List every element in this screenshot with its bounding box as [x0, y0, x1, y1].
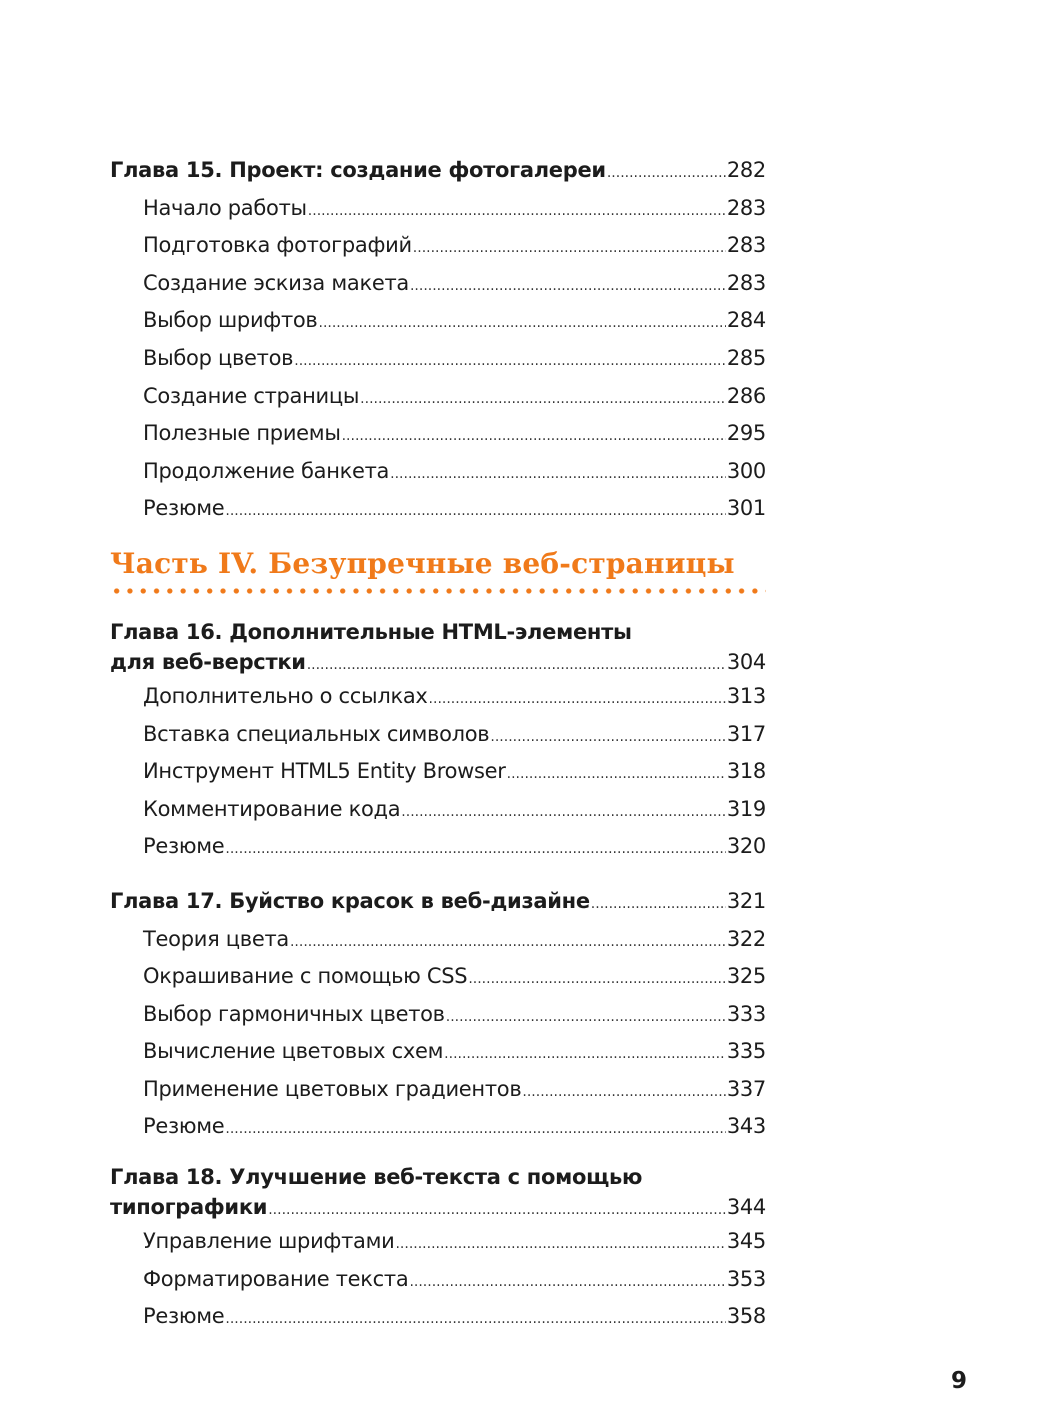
dot-leader: [225, 490, 725, 531]
item-title: Подготовка фотографий: [143, 233, 412, 258]
dot-leader: [225, 828, 725, 869]
item-title: Резюме: [143, 496, 225, 521]
toc-item[interactable]: [110, 716, 766, 754]
toc-item[interactable]: [110, 227, 766, 265]
toc-item[interactable]: [110, 1071, 766, 1109]
toc-item[interactable]: [110, 340, 766, 378]
dot-leader: [522, 1071, 725, 1112]
page-ref: 284: [726, 308, 766, 333]
page-ref: 353: [726, 1266, 766, 1291]
dot-leader: [401, 791, 726, 832]
page-ref: 335: [726, 1039, 766, 1064]
item-title: Продолжение банкета: [143, 458, 390, 483]
item-title: Управление шрифтами: [143, 1229, 395, 1254]
dot-leader: [429, 678, 726, 719]
dot-leader: [490, 716, 725, 757]
toc-item[interactable]: [110, 1223, 766, 1261]
dot-leader: [307, 646, 726, 681]
dot-leader: [319, 302, 726, 343]
toc-item[interactable]: [110, 828, 766, 866]
dotted-divider: [110, 586, 766, 596]
chapter-17-entry[interactable]: [110, 883, 766, 921]
page-ref: 304: [726, 649, 766, 674]
part-title: Часть IV. Безупречные веб-страницы: [110, 546, 735, 580]
page-ref: 343: [726, 1114, 766, 1139]
page-ref: 317: [726, 721, 766, 746]
item-title: Форматирование текста: [143, 1266, 409, 1291]
dot-leader: [444, 1033, 726, 1074]
toc-item[interactable]: [110, 378, 766, 416]
page-ref: 301: [726, 496, 766, 521]
page-ref: 325: [726, 964, 766, 989]
dot-leader: [446, 996, 726, 1037]
chapter-title: Глава 17. Буйство красок в веб-дизайне: [110, 888, 590, 913]
toc-item[interactable]: [110, 415, 766, 453]
chapter-16-title[interactable]: Глава 16. Дополнительные HTML-элементы: [110, 619, 632, 644]
page-ref: 300: [726, 458, 766, 483]
item-title: Начало работы: [143, 195, 307, 220]
chapter-title: Глава 15. Проект: создание фотогалереи: [110, 158, 606, 182]
page-ref: 322: [726, 926, 766, 951]
item-title: Резюме: [143, 834, 225, 859]
item-title: Выбор шрифтов: [143, 308, 318, 333]
page-ref: 295: [726, 421, 766, 446]
item-title: Вставка специальных символов: [143, 721, 490, 746]
toc-item[interactable]: [110, 453, 766, 491]
page-ref: 318: [726, 759, 766, 784]
dot-leader: [390, 453, 726, 494]
item-title: Полезные приемы: [143, 421, 341, 446]
dot-leader: [410, 265, 726, 306]
page-number: 9: [951, 1368, 968, 1394]
item-title: Инструмент HTML5 Entity Browser: [143, 759, 506, 784]
dot-leader: [507, 753, 726, 794]
page-ref: 321: [726, 888, 766, 913]
toc-item[interactable]: [110, 1298, 766, 1336]
dot-leader: [468, 958, 725, 999]
toc-item[interactable]: [110, 921, 766, 959]
item-title: Создание страницы: [143, 383, 360, 408]
page-ref: 337: [726, 1076, 766, 1101]
page-ref: 283: [726, 233, 766, 258]
dot-leader: [290, 921, 726, 962]
page-ref: 286: [726, 383, 766, 408]
item-title: Резюме: [143, 1304, 225, 1329]
table-of-contents: [110, 152, 766, 1336]
chapter-15-entry[interactable]: [110, 152, 766, 190]
chapter-title-cont: для веб-верстки: [110, 649, 306, 674]
page-ref: 358: [726, 1304, 766, 1329]
page-ref: 313: [726, 683, 766, 708]
toc-item[interactable]: [110, 996, 766, 1034]
dot-leader: [413, 227, 726, 268]
toc-item[interactable]: [110, 1261, 766, 1299]
chapter-title-cont: типографики: [110, 1195, 268, 1220]
dot-leader: [360, 378, 726, 419]
item-title: Теория цвета: [143, 926, 289, 951]
chapter-18-entry[interactable]: [110, 1191, 766, 1223]
dot-leader: [395, 1223, 725, 1264]
item-title: Применение цветовых градиентов: [143, 1076, 522, 1101]
toc-item[interactable]: [110, 190, 766, 228]
item-title: Окрашивание с помощью CSS: [143, 964, 468, 989]
page-ref: 320: [726, 834, 766, 859]
toc-item[interactable]: [110, 1108, 766, 1146]
item-title: Выбор гармоничных цветов: [143, 1001, 445, 1026]
page-ref: 333: [726, 1001, 766, 1026]
dot-leader: [591, 883, 726, 924]
dot-leader: [607, 152, 726, 193]
chapter-16-entry[interactable]: [110, 646, 766, 678]
toc-item[interactable]: [110, 490, 766, 528]
toc-item[interactable]: [110, 265, 766, 303]
toc-item[interactable]: [110, 791, 766, 829]
dot-leader: [225, 1108, 725, 1149]
page-ref: 283: [726, 270, 766, 295]
dot-leader: [342, 415, 726, 456]
item-title: Резюме: [143, 1114, 225, 1139]
toc-item[interactable]: [110, 1033, 766, 1071]
page-ref: 344: [726, 1195, 766, 1220]
toc-item[interactable]: [110, 958, 766, 996]
chapter-18-title[interactable]: Глава 18. Улучшение веб-текста с помощью: [110, 1165, 643, 1190]
dot-leader: [308, 190, 726, 231]
item-title: Вычисление цветовых схем: [143, 1039, 444, 1064]
toc-item[interactable]: [110, 678, 766, 716]
page-ref: 345: [726, 1229, 766, 1254]
toc-item[interactable]: [110, 753, 766, 791]
item-title: Выбор цветов: [143, 345, 294, 370]
page-ref: 319: [726, 796, 766, 821]
item-title: Дополнительно о ссылках: [143, 683, 428, 708]
dot-leader: [268, 1191, 726, 1226]
page-ref: 282: [726, 158, 766, 182]
dot-leader: [294, 340, 726, 381]
item-title: Создание эскиза макета: [143, 270, 409, 295]
dot-leader: [225, 1298, 725, 1339]
toc-item[interactable]: [110, 302, 766, 340]
page-ref: 285: [726, 345, 766, 370]
item-title: Комментирование кода: [143, 796, 401, 821]
dot-leader: [409, 1261, 725, 1302]
page-ref: 283: [726, 195, 766, 220]
